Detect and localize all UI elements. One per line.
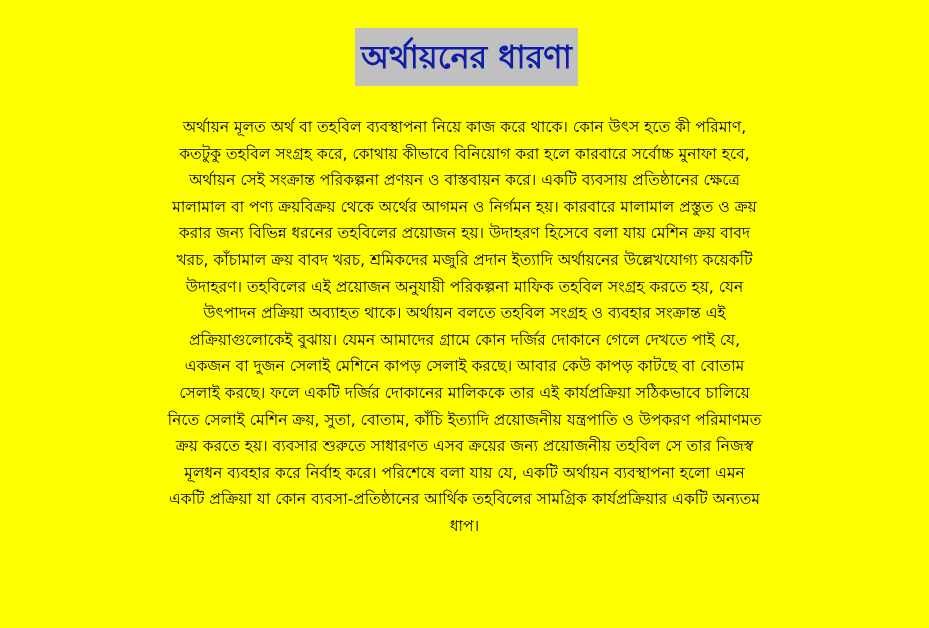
paragraph-line: নিতে সেলাই মেশিন ক্রয়, সুতা, বোতাম, কাঁচি ইত্যাদি প্রয়োজনীয় যন্ত্রপাতি ও উপকরণ পরিমাণমত: [167, 410, 762, 429]
body-paragraph: [100, 114, 829, 540]
paragraph-line: মালামাল বা পণ্য ক্রয়বিক্রয় থেকে অর্থের আগমন ও নির্গমন হয়। কারবারে মালামাল প্রস্তুত ও ক্রয়: [172, 197, 757, 216]
paragraph-line: অর্থায়ন মূলত অর্থ বা তহবিল ব্যবস্থাপনা নিয়ে কাজ করে থাকে। কোন উৎস হতে কী পরিমাণ,: [182, 118, 747, 136]
title-container: [0, 28, 929, 86]
paragraph-line: মূলধন ব্যবহার করে নির্বাহ করে। পরিশেষে বলা যায় যে, একটি অর্থায়ন ব্যবস্থাপনা হলো এমন: [184, 463, 745, 482]
paragraph-line: ধাপ।: [449, 516, 480, 535]
paragraph-line: অর্থায়ন সেই সংক্রান্ত পরিকল্পনা প্রণয়ন ও বাস্তবায়ন করে। একটি ব্যবসায় প্রতিষ্ঠানের ক্ষেত্রে: [189, 171, 740, 190]
paragraph-line: ক্রয় করতে হয়। ব্যবসার শুরুতে সাধারণত এসব ক্রয়ের জন্য প্রয়োজনীয় তহবিল সে তার নিজস্ব: [175, 437, 754, 456]
paragraph-line: একজন বা দুজন সেলাই মেশিনে কাপড় সেলাই করছে। আবার কেউ কাপড় কাটছে বা বোতাম: [184, 357, 745, 376]
paragraph-line: খরচ, কাঁচামাল ক্রয় বাবদ খরচ, শ্রমিকদের মজুরি প্রদান ইত্যাদি অর্থায়নের উল্লেখযোগ্য কয়েকটি: [176, 250, 753, 269]
paragraph-line: করার জন্য বিভিন্ন ধরনের তহবিলের প্রয়োজন হয়। উদাহরণ হিসেবে বলা যায় মেশিন ক্রয় বাবদ: [178, 224, 751, 243]
paragraph-line: একটি প্রক্রিয়া যা কোন ব্যবসা-প্রতিষ্ঠানের আর্থিক তহবিলের সামগ্রিক কার্যপ্রক্রিয়ার একটি অন্যতম: [168, 490, 761, 509]
paragraph-line: উদাহরণ। তহবিলের এই প্রয়োজন অনুযায়ী পরিকল্পনা মাফিক তহবিল সংগ্রহ করতে হয়, যেন: [185, 277, 744, 296]
paragraph-line: প্রক্রিয়াগুলোকেই বুঝায়। যেমন আমাদের গ্রামে কোন দর্জির দোকানে গেলে দেখতে পাই যে,: [188, 330, 741, 349]
paragraph-line: উৎপাদন প্রক্রিয়া অব্যাহত থাকে। অর্থায়ন বলতে তহবিল সংগ্রহ ও ব্যবহার সংক্রান্ত এই: [203, 304, 726, 323]
paragraph-line: সেলাই করছে। ফলে একটি দর্জির দোকানের মালিককে তার এই কার্যপ্রক্রিয়া সঠিকভাবে চালিয়ে: [179, 383, 750, 402]
page-title: অর্থায়নের ধারণা: [355, 28, 578, 86]
paragraph-line: কতটুকু তহবিল সংগ্রহ করে, কোথায় কীভাবে বিনিয়োগ করা হলে কারবারে সর্বোচ্চ মুনাফা হবে,: [179, 144, 750, 163]
